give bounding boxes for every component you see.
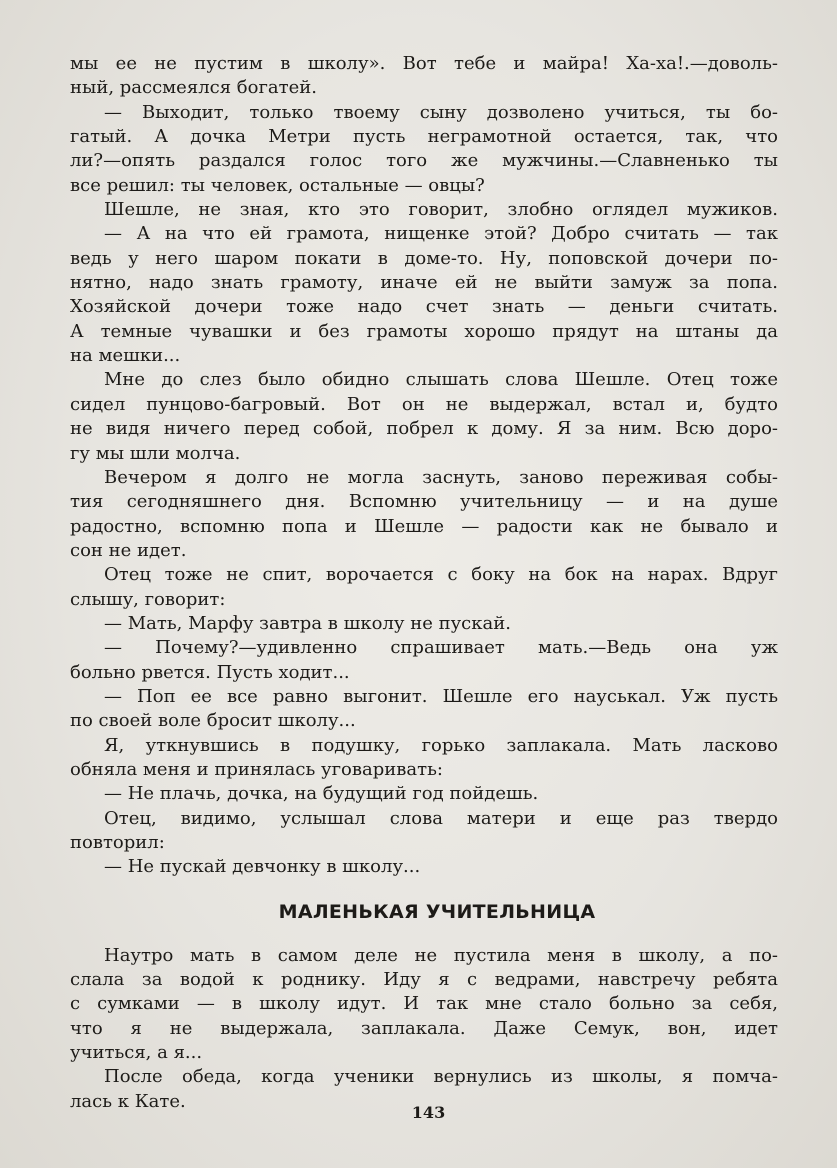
text-line: Отец, видимо, услышал слова матери и еще раз твердо bbox=[104, 807, 778, 829]
text-line: слала за водой к роднику. Иду я с ведрами, навстречу ребята bbox=[70, 969, 778, 991]
text-line: — Мать, Марфу завтра в школу не пускай. bbox=[104, 612, 511, 634]
chapter-heading-container bbox=[70, 880, 778, 944]
text-line: После обеда, когда ученики вернулись из школы, я помча- bbox=[104, 1066, 778, 1088]
text-line: не видя ничего перед собой, побрел к дому. Я за ним. Всю доро- bbox=[70, 418, 778, 440]
text-line: — Почему?—удивленно спрашивает мать.—Ведь она уж bbox=[104, 637, 778, 659]
paragraphs-before-heading bbox=[70, 52, 778, 880]
text-line: радостно, вспомню попа и Шешле — радости как не бывало и bbox=[70, 515, 778, 537]
text-line: на мешки... bbox=[70, 345, 181, 367]
text-line: Наутро мать в самом деле не пустила меня в школу, а по- bbox=[104, 944, 778, 966]
text-line: Отец тоже не спит, ворочается с боку на бок на нарах. Вдруг bbox=[104, 564, 778, 586]
text-line: Хозяйской дочери тоже надо счет знать — деньги считать. bbox=[70, 296, 778, 318]
text-line: гатый. А дочка Метри пусть неграмотной остается, так, что bbox=[70, 126, 778, 148]
text-line: Вечером я долго не могла заснуть, заново переживая собы- bbox=[104, 466, 778, 488]
text-line: слышу, говорит: bbox=[70, 588, 226, 610]
text-line: Шешле, не зная, кто это говорит, злобно оглядел мужиков. bbox=[104, 199, 778, 221]
text-line: ли?—опять раздался голос того же мужчины.—Славненько ты bbox=[70, 150, 778, 172]
paragraphs-after-heading bbox=[70, 944, 778, 1114]
text-line: — Поп ее все равно выгонит. Шешле его науськал. Уж пусть bbox=[104, 685, 778, 707]
text-line: Я, уткнувшись в подушку, горько заплакала. Мать ласково bbox=[104, 734, 778, 756]
text-line: по своей воле бросит школу... bbox=[70, 710, 356, 732]
text-line: — А на что ей грамота, нищенке этой? Добро считать — так bbox=[104, 223, 778, 245]
text-line: нятно, надо знать грамоту, иначе ей не выйти замуж за попа. bbox=[70, 272, 778, 294]
text-line: больно рвется. Пусть ходит... bbox=[70, 661, 350, 683]
text-line: сон не идет. bbox=[70, 539, 187, 561]
text-line: что я не выдержала, заплакала. Даже Семук, вон, идет bbox=[70, 1017, 778, 1039]
text-line: лась к Кате. bbox=[70, 1090, 186, 1112]
text-line: — Выходит, только твоему сыну дозволено учиться, ты бо- bbox=[104, 101, 778, 123]
text-line: обняла меня и принялась уговаривать: bbox=[70, 758, 443, 780]
chapter-heading: МАЛЕНЬКАЯ УЧИТЕЛЬНИЦА bbox=[278, 900, 596, 923]
text-line: повторил: bbox=[70, 832, 165, 853]
text-line: ный, рассмеялся богатей. bbox=[70, 77, 317, 99]
text-block bbox=[70, 52, 778, 1114]
text-line: ведь у него шаром покати в доме-то. Ну, поповской дочери по- bbox=[70, 247, 778, 269]
text-line: тия сегодняшнего дня. Вспомню учительницу — и на душе bbox=[70, 491, 778, 513]
text-line: с сумками — в школу идут. И так мне стало больно за себя, bbox=[70, 993, 778, 1015]
page-number: 143 bbox=[411, 1103, 446, 1122]
text-line: — Не плачь, дочка, на будущий год пойдешь. bbox=[104, 783, 539, 805]
text-line: гу мы шли молча. bbox=[70, 442, 241, 464]
text-line: Мне до слез было обидно слышать слова Шешле. Отец тоже bbox=[104, 369, 778, 391]
text-line: сидел пунцово-багровый. Вот он не выдержал, встал и, будто bbox=[70, 393, 778, 415]
text-line: все решил: ты человек, остальные — овцы? bbox=[70, 174, 485, 196]
text-line: учиться, а я... bbox=[70, 1042, 203, 1064]
text-line: мы ее не пустим в школу». Вот тебе и майра! Ха-ха!.—доволь- bbox=[70, 53, 778, 74]
text-line: А темные чувашки и без грамоты хорошо прядут на штаны да bbox=[70, 320, 778, 342]
text-line: — Не пускай девчонку в школу... bbox=[104, 856, 421, 878]
